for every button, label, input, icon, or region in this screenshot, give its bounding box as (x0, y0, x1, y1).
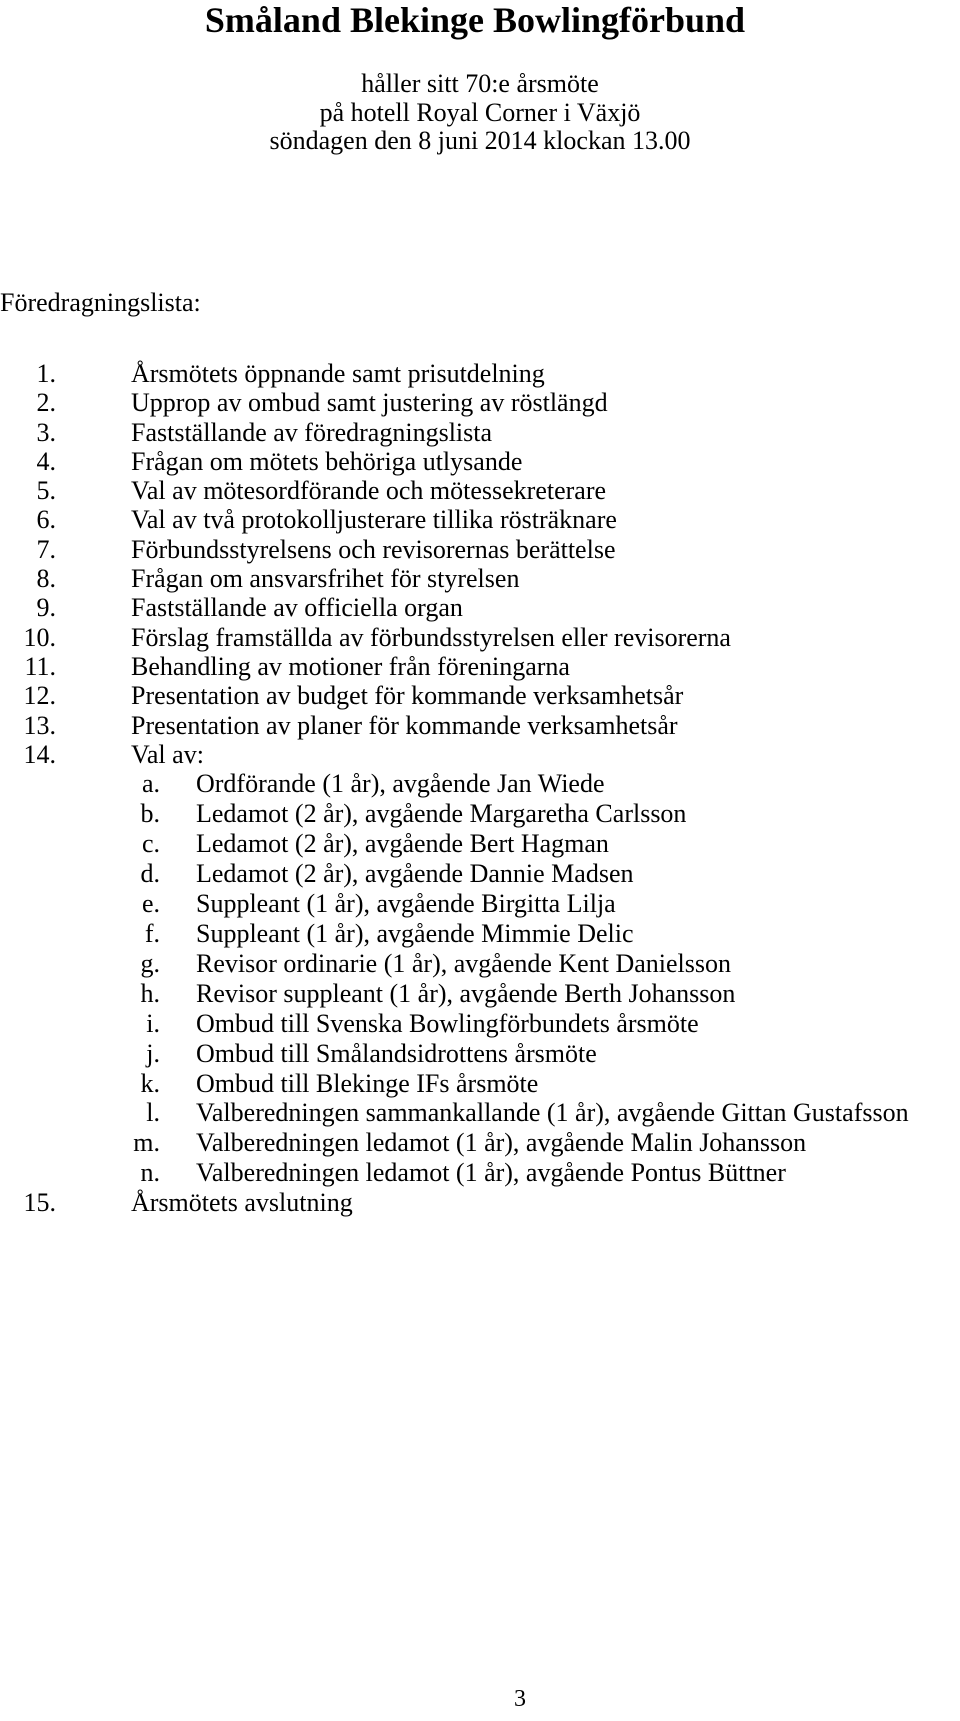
agenda-item-number: 14. (23, 739, 56, 769)
meeting-info-line: söndagen den 8 juni 2014 klockan 13.00 (269, 126, 691, 155)
agenda-subitem (0, 1009, 960, 1039)
agenda-subitem-text: Revisor ordinarie (1 år), avgående Kent Danielsson (196, 948, 731, 978)
agenda-subitem (0, 1128, 960, 1158)
agenda-item-text: Upprop av ombud samt justering av röstlängd (131, 388, 608, 418)
agenda-item-number: 8. (36, 564, 56, 594)
agenda-subitem (0, 919, 960, 949)
agenda-item (0, 447, 960, 476)
agenda-item-text: Fastställande av föredragningslista (131, 417, 493, 447)
agenda-subitem (0, 1069, 960, 1099)
agenda-subitem-letter: a. (141, 769, 160, 799)
agenda-item (0, 711, 960, 740)
meeting-info (0, 70, 960, 156)
agenda-item-text: Frågan om mötets behöriga utlysande (131, 446, 523, 476)
agenda-subitem-letter: m. (133, 1128, 160, 1158)
agenda-item-text: Förbundsstyrelsens och revisorernas berättelse (131, 534, 616, 564)
agenda-item (0, 623, 960, 652)
election-sublist (0, 769, 960, 1188)
agenda-subitem-text: Ledamot (2 år), avgående Dannie Madsen (196, 858, 634, 888)
agenda-subitem-letter: d. (140, 858, 160, 888)
agenda-item-number: 9. (36, 593, 56, 623)
document-title: Småland Blekinge Bowlingförbund (204, 0, 746, 40)
agenda-subitem-letter: h. (140, 978, 160, 1008)
agenda-subitem-text: Revisor suppleant (1 år), avgående Berth Johansson (196, 978, 736, 1008)
agenda-item-number: 13. (23, 710, 56, 740)
agenda-item-text: Frågan om ansvarsfrihet för styrelsen (131, 564, 520, 594)
agenda-item-number: 5. (36, 476, 56, 506)
agenda-subitem (0, 949, 960, 979)
agenda-item-text: Val av: (131, 739, 204, 769)
agenda-item-number: 3. (36, 417, 56, 447)
agenda-subitem-text: Ombud till Svenska Bowlingförbundets årsmöte (196, 1008, 699, 1038)
agenda-item (0, 740, 960, 769)
agenda-subitem-letter: c. (141, 829, 160, 859)
agenda-subitem-text: Valberedningen ledamot (1 år), avgående Pontus Büttner (196, 1158, 786, 1188)
agenda-subitem (0, 799, 960, 829)
page-number: 3 (514, 1686, 526, 1712)
agenda-item (0, 535, 960, 564)
agenda-subitem-text: Ordförande (1 år), avgående Jan Wiede (196, 769, 605, 799)
agenda-subitem (0, 979, 960, 1009)
meeting-info-line: på hotell Royal Corner i Växjö (319, 97, 641, 127)
agenda-item-number: 12. (23, 681, 56, 711)
agenda-item (0, 505, 960, 534)
agenda-subitem (0, 1098, 960, 1128)
agenda-heading: Föredragningslista: (0, 288, 201, 317)
agenda-item (0, 1188, 960, 1217)
agenda-subitem (0, 829, 960, 859)
meeting-info-line: håller sitt 70:e årsmöte (361, 69, 599, 98)
agenda-item-text: Presentation av planer för kommande verksamhetsår (131, 710, 678, 740)
agenda-list (0, 359, 960, 1218)
agenda-subitem (0, 1039, 960, 1069)
agenda-item-number: 10. (23, 622, 56, 652)
agenda-subitem-text: Suppleant (1 år), avgående Birgitta Lilja (196, 888, 616, 918)
agenda-subitem-letter: n. (140, 1158, 160, 1188)
agenda-subitem-letter: f. (144, 918, 160, 948)
agenda-subitem-letter: k. (140, 1068, 160, 1098)
agenda-item-number: 15. (23, 1188, 56, 1218)
agenda-item-text: Val av två protokolljusterare tillika rösträknare (131, 505, 617, 535)
agenda-subitem (0, 1158, 960, 1188)
agenda-item (0, 593, 960, 622)
agenda-subitem-text: Ombud till Smålandsidrottens årsmöte (196, 1038, 597, 1068)
agenda-subitem-letter: e. (141, 888, 160, 918)
agenda-subitem-letter: i. (146, 1008, 160, 1038)
agenda-item-text: Presentation av budget för kommande verksamhetsår (131, 681, 684, 711)
agenda-item-number: 7. (36, 534, 56, 564)
agenda-subitem-text: Valberedningen sammankallande (1 år), avgående Gittan Gustafsson (196, 1098, 909, 1128)
agenda-subitem-letter: g. (140, 948, 160, 978)
agenda-item (0, 418, 960, 447)
agenda-item-number: 6. (36, 505, 56, 535)
agenda-item (0, 681, 960, 710)
agenda-subitem-text: Valberedningen ledamot (1 år), avgående Malin Johansson (196, 1128, 807, 1158)
agenda-item-text: Förslag framställda av förbundsstyrelsen eller revisorerna (131, 622, 731, 652)
agenda-subitem-letter: b. (140, 799, 160, 829)
agenda-item-text: Fastställande av officiella organ (131, 593, 463, 623)
agenda-item-text: Årsmötets öppnande samt prisutdelning (131, 359, 545, 388)
agenda-subitem (0, 769, 960, 799)
agenda-item-number: 1. (36, 359, 56, 388)
agenda-item (0, 564, 960, 593)
agenda-item (0, 652, 960, 681)
agenda-subitem-letter: j. (146, 1038, 160, 1068)
agenda-subitem (0, 889, 960, 919)
agenda-item-text: Årsmötets avslutning (131, 1188, 353, 1218)
agenda-subitem (0, 859, 960, 889)
agenda-item-text: Behandling av motioner från föreningarna (131, 651, 570, 681)
agenda-item-number: 4. (36, 446, 56, 476)
agenda-item-number: 11. (24, 651, 56, 681)
agenda-item-text: Val av mötesordförande och mötessekreterare (131, 476, 607, 506)
agenda-item (0, 359, 960, 388)
agenda-item-number: 2. (36, 388, 56, 418)
agenda-subitem-text: Ledamot (2 år), avgående Bert Hagman (196, 829, 609, 859)
agenda-subitem-letter: l. (146, 1098, 160, 1128)
agenda-subitem-group (0, 769, 960, 1188)
agenda-item (0, 476, 960, 505)
agenda-subitem-text: Ombud till Blekinge IFs årsmöte (196, 1068, 539, 1098)
agenda-subitem-text: Ledamot (2 år), avgående Margaretha Carlsson (196, 799, 687, 829)
agenda-item (0, 388, 960, 417)
agenda-subitem-text: Suppleant (1 år), avgående Mimmie Delic (196, 918, 634, 948)
